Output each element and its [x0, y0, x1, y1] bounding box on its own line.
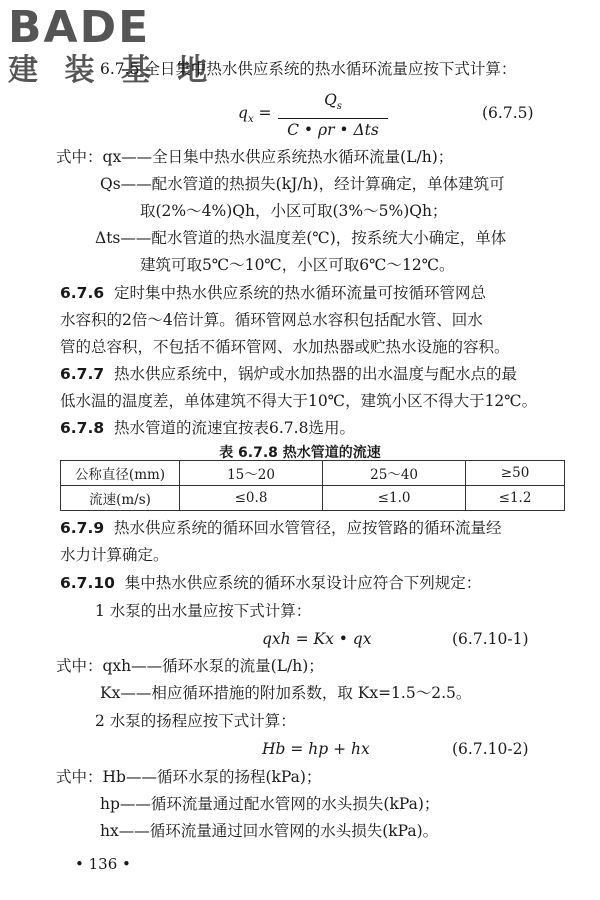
section-number: 6.7.8: [60, 419, 105, 437]
def-Qs-cont: 取(2%～4%)Qh，小区可取(3%～5%)Qh；: [140, 202, 448, 220]
def-delta-ts: Δts——配水管道的热水温度差(℃)，按系统大小确定，单体: [95, 229, 507, 247]
def-qx: qx——全日集中热水供应系统热水循环流量(L/h)；: [102, 148, 454, 166]
logo-brand: BADE: [8, 2, 151, 53]
table-header-cell: 公称直径(mm): [61, 461, 180, 486]
eq-675-number: (6.7.5): [482, 104, 534, 122]
section-6-7-10: 6.7.10 集中热水供应系统的循环水泵设计应符合下列规定：: [60, 574, 482, 592]
item-1: 1 水泵的出水量应按下式计算：: [95, 602, 312, 620]
section-number: 6.7.10: [60, 574, 115, 592]
section-6-7-7-line2: 低水温的温度差，单体建筑不得大于10℃，建筑小区不得大于12℃。: [60, 392, 538, 410]
table-cell: ≥50: [466, 461, 565, 486]
table-cell: ≤1.2: [466, 486, 565, 511]
def-hp: hp——循环流量通过配水管网的水头损失(kPa)；: [100, 795, 440, 813]
section-number: 6.7.6: [60, 284, 105, 302]
eq-675-fraction: [278, 90, 388, 140]
eq-675-numerator: $Q_s$: [324, 91, 342, 113]
table-cell: 15～20: [180, 461, 323, 486]
fraction-bar: [278, 118, 388, 119]
section-6-7-6-line3: 管的总容积，不包括不循环管网、水加热器或贮热水设施的容积。: [60, 338, 510, 356]
eq-6710-2-number: (6.7.10-2): [452, 740, 529, 758]
section-number: 6.7.7: [60, 365, 105, 383]
section-6-7-9: 6.7.9 热水供应系统的循环回水管管径，应按管路的循环流量经: [60, 519, 502, 537]
section-6-7-7: 6.7.7 热水供应系统中，锅炉或水加热器的出水温度与配水点的最: [60, 365, 518, 383]
eq-6710-2: Hb = hp + hx: [262, 740, 370, 758]
item-2: 2 水泵的扬程应按下式计算：: [95, 712, 296, 730]
table-header-cell: 流速(m/s): [61, 486, 180, 511]
table-cell: ≤1.0: [323, 486, 466, 511]
eq-6710-1: qxh = Kx • qx: [262, 630, 372, 648]
section-6-7-6: 6.7.6 定时集中热水供应系统的热水循环流量可按循环管网总: [60, 284, 487, 302]
def-Hb: 式中：Hb——循环水泵的扬程(kPa)；: [56, 768, 322, 786]
section-6-7-9-line2: 水力计算确定。: [60, 546, 169, 564]
logo-chinese: 建 装 基 地: [8, 53, 216, 88]
section-6-7-5-title: 6.7.5 全日集中热水供应系统的热水循环流量应按下式计算：: [100, 60, 517, 78]
page-number: • 136 •: [75, 855, 131, 873]
def-hx: hx——循环流量通过回水管网的水头损失(kPa)。: [100, 822, 439, 840]
section-6-7-6-line2: 水容积的2倍～4倍计算。循环管网总水容积包括配水管、回水: [60, 311, 483, 329]
table-row: [61, 461, 565, 486]
def-delta-ts-cont: 建筑可取5℃～10℃，小区可取6℃～12℃。: [140, 256, 455, 274]
def-Qs: Qs——配水管道的热损失(kJ/h)，经计算确定，单体建筑可: [100, 175, 505, 193]
table-row: [61, 486, 565, 511]
def-Kx: Kx——相应循环措施的附加系数，取 Kx=1.5～2.5。: [100, 684, 472, 702]
section-number: 6.7.9: [60, 519, 105, 537]
eq-675-lhs: $q_x$ =: [238, 104, 272, 126]
def-qxh: 式中：qxh——循环水泵的流量(L/h)；: [56, 657, 324, 675]
table-cell: ≤0.8: [180, 486, 323, 511]
section-6-7-8: 6.7.8 热水管道的流速宜按表6.7.8选用。: [60, 419, 355, 437]
table-caption: 表 6.7.8 热水管道的流速: [219, 445, 381, 461]
eq-6710-1-number: (6.7.10-1): [452, 630, 529, 648]
velocity-table: [60, 460, 565, 511]
defs-prefix: 式中：qx——全日集中热水供应系统热水循环流量(L/h)；: [56, 148, 454, 166]
eq-675-denominator: C • ρr • Δts: [287, 121, 379, 140]
table-cell: 25～40: [323, 461, 466, 486]
